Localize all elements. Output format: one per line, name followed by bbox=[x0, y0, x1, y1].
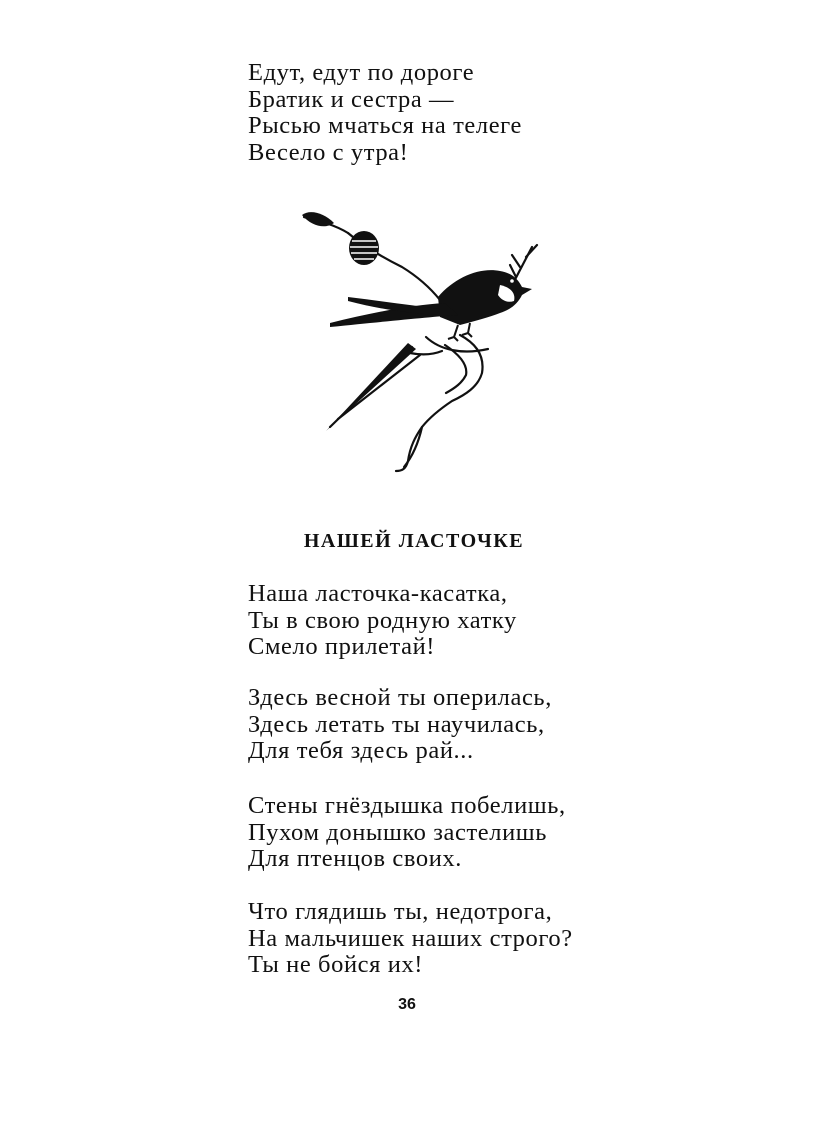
poem-line: Для птенцов своих. bbox=[248, 845, 463, 872]
poem-line: Рысью мчаться на телеге bbox=[248, 112, 522, 139]
poem-line: Ты в свою родную хатку bbox=[248, 606, 517, 634]
poem-line: На мальчишек наших строго? bbox=[248, 924, 573, 952]
poem-stanza bbox=[248, 899, 573, 979]
page-number: 36 bbox=[398, 996, 416, 1013]
poem-stanza bbox=[248, 581, 517, 661]
poem-line: Едут, едут по дороге bbox=[248, 59, 475, 86]
poem-line: Смело прилетай! bbox=[248, 633, 436, 660]
intro-stanza bbox=[248, 60, 522, 166]
poem-line: Братик и сестра — bbox=[248, 85, 455, 113]
poem-line: Для тебя здесь рай... bbox=[248, 737, 474, 764]
poem-line: Здесь весной ты оперилась, bbox=[248, 684, 552, 711]
poem-line: Ты не бойся их! bbox=[248, 951, 424, 978]
poem-stanza bbox=[248, 685, 552, 765]
poem-line: Пухом донышко застелишь bbox=[248, 818, 548, 846]
poem-stanza bbox=[248, 793, 566, 873]
swallow-icon bbox=[290, 205, 560, 480]
poem-line: Наша ласточка-касатка, bbox=[248, 580, 508, 607]
poem-line: Весело с утра! bbox=[248, 138, 409, 166]
poem-title: НАШЕЙ ЛАСТОЧКЕ bbox=[303, 530, 525, 552]
poem-line: Что глядишь ты, недотрога, bbox=[248, 898, 553, 925]
poem-line: Стены гнёздышка побелишь, bbox=[248, 792, 566, 819]
poem-line: Здесь летать ты научилась, bbox=[248, 710, 545, 738]
